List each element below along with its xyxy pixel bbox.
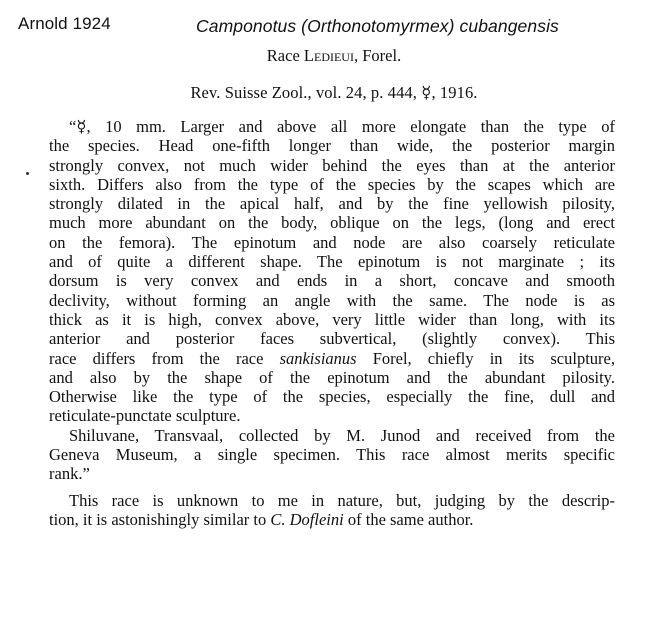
text-line: thick as it is high, convex above, very little wider than long, with its: [49, 309, 615, 329]
taxon-name: Camponotus (Orthonotomyrmex) cubangensis: [196, 16, 559, 36]
text-fragment: Forel, chiefly in its sculpture,: [356, 348, 615, 368]
text-line: “☿, 10 mm. Larger and above all more elongate than the type of: [69, 117, 615, 136]
citation-author: Arnold 1924: [18, 14, 111, 33]
text-line: dorsum is very convex and ends in a short, concave and smooth: [49, 271, 615, 291]
text-line: anterior and posterior faces subvertical, (slightly convex). This: [49, 329, 615, 349]
text-fragment: race differs from the race: [49, 348, 280, 368]
text-line: [49, 510, 615, 529]
paragraph-gap: [49, 484, 615, 491]
text-line: Otherwise like the type of the species, especially the fine, dull and: [49, 387, 615, 407]
text-line: on the femora). The epinotum and node are also coarsely reticulate: [49, 232, 615, 252]
text-line: sixth. Differs also from the type of the species by the scapes which are: [49, 174, 615, 194]
text-line: [49, 349, 615, 368]
text-line: strongly dilated in the apical half, and by the fine yellowish pilosity,: [49, 194, 615, 214]
race-line: [0, 46, 668, 66]
text-line: Shiluvane, Transvaal, collected by M. Junod and received from the: [69, 425, 615, 445]
body-text: [49, 117, 615, 529]
text-line: strongly convex, not much wider behind the eyes than at the anterior: [49, 155, 615, 175]
text-fragment: of the same author.: [343, 509, 474, 529]
text-line: and of quite a different shape. The epinotum is not marginate ; its: [49, 252, 615, 272]
text-line: much more abundant on the body, oblique on the legs, (long and erect: [49, 213, 615, 233]
race-suffix: , Forel.: [353, 46, 402, 65]
text-line: declivity, without forming an angle with the same. The node is as: [49, 290, 615, 310]
text-fragment: tion, it is astonishingly similar to: [49, 509, 271, 529]
text-line: reticulate-punctate sculpture.: [49, 406, 241, 426]
marginal-dot: [26, 172, 29, 175]
species-name-italic: C. Dofleini: [270, 509, 344, 529]
text-line: and also by the shape of the epinotum and the abundant pilosity.: [49, 367, 615, 387]
text-line: Geneva Museum, a single specimen. This race almost merits specific: [49, 445, 615, 465]
race-author: Ledieui: [303, 46, 354, 65]
reference-line: Rev. Suisse Zool., vol. 24, p. 444, ☿, 1916.: [190, 83, 478, 102]
race-prefix: Race: [266, 46, 304, 65]
text-line: This race is unknown to me in nature, but, judging by the descrip-: [69, 490, 615, 510]
text-line: rank.”: [49, 464, 90, 484]
text-line: the species. Head one-fifth longer than wide, the posterior margin: [49, 136, 615, 156]
species-name-italic: sankisianus: [279, 348, 357, 368]
